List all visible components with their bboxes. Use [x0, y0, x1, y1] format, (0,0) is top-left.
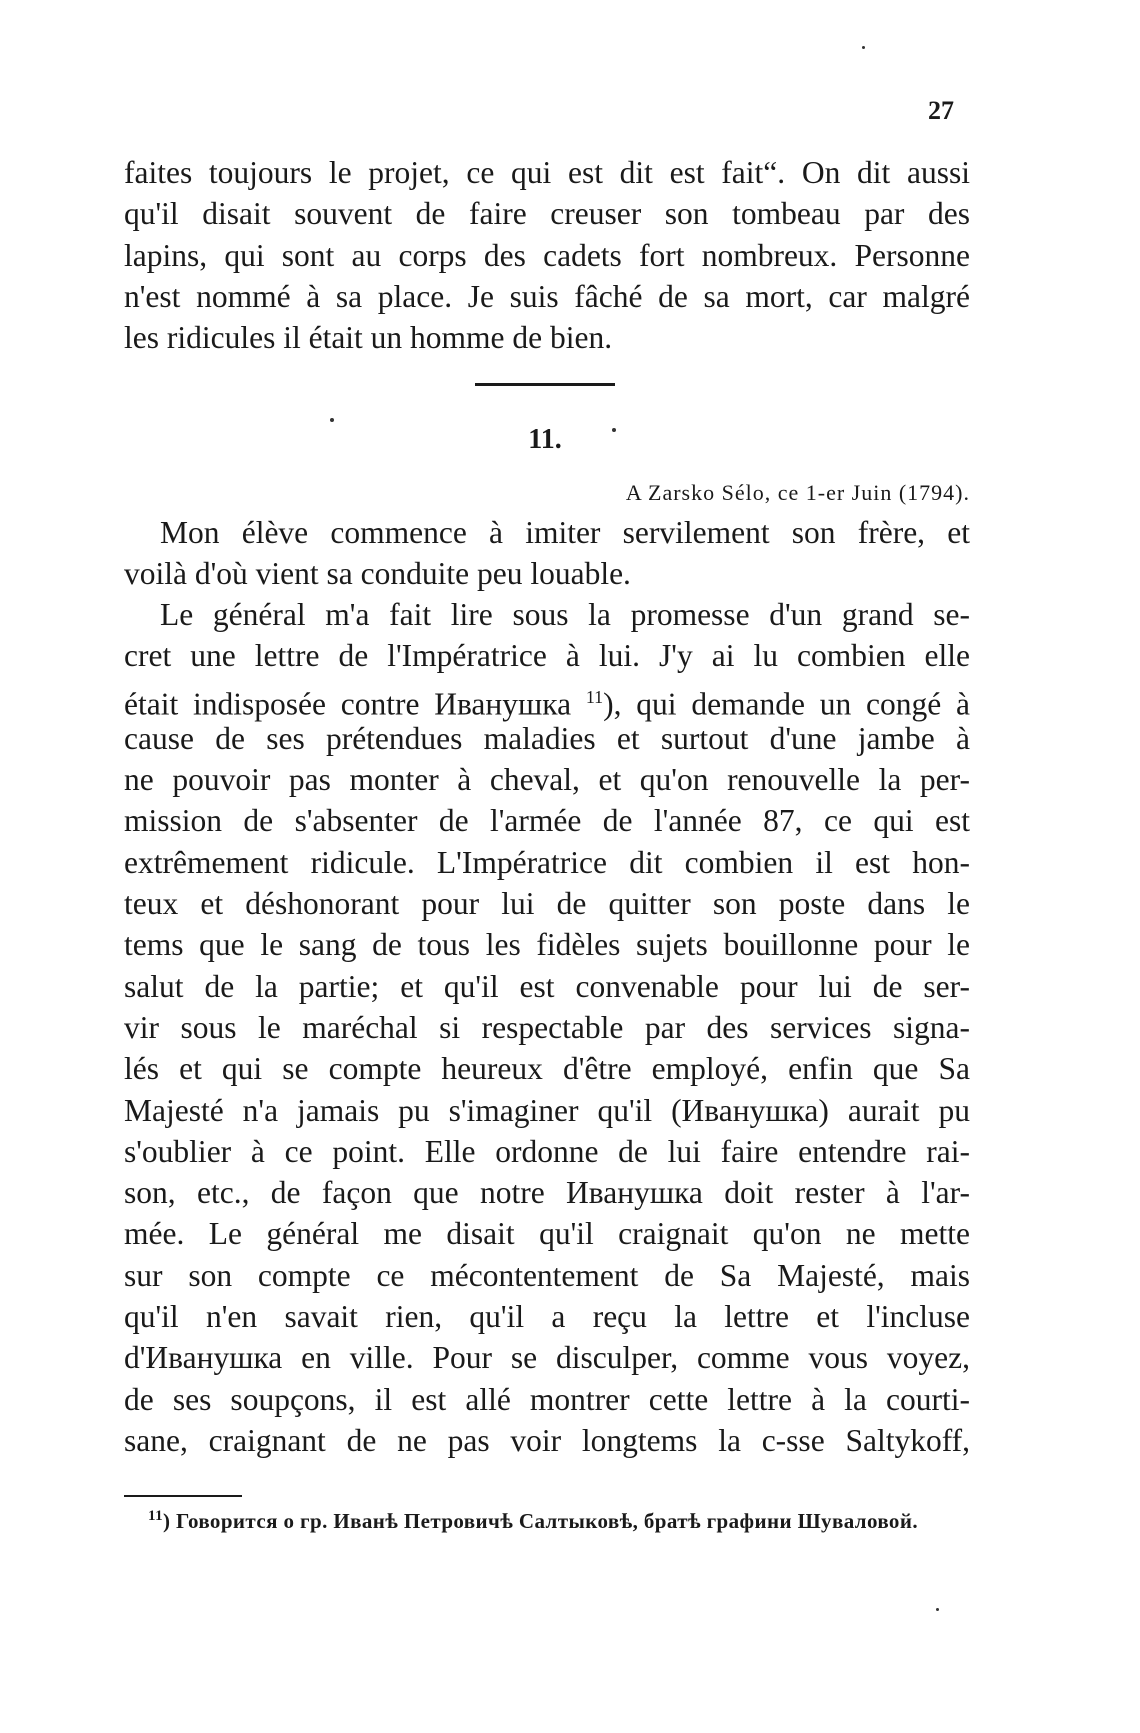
- paragraph-continuation: [124, 152, 970, 358]
- letter-number: 11.: [528, 424, 562, 455]
- text-line: Le général m'a fait lire sous la promesse d'un grand se-: [160, 597, 970, 632]
- footnote-rule: [124, 1495, 242, 1497]
- text-line: faites toujours le projet, ce qui est dit est fait“. On dit aussi: [124, 155, 970, 190]
- page-number: 27: [928, 96, 954, 125]
- text-line: de ses soupçons, il est allé montrer cette lettre à la courti-: [124, 1381, 970, 1417]
- print-speck: [612, 428, 616, 432]
- print-speck: [330, 418, 334, 422]
- text-line: les ridicules il était un homme de bien.: [124, 320, 613, 356]
- letter-paragraph-2: [124, 594, 970, 1461]
- text-segment: était indisposée contre Иванушка: [124, 686, 572, 722]
- text-line: vir sous le maréchal si respectable par des services signa-: [124, 1009, 970, 1045]
- text-line: qu'il disait souvent de faire creuser son tombeau par des: [124, 196, 970, 232]
- footnote-text: ) Говорится о гр. Иванѣ Петровичѣ Салтыковѣ, братѣ графини Шуваловой.: [162, 1509, 918, 1533]
- print-speck: [936, 1608, 939, 1611]
- text-line: ne pouvoir pas monter à cheval, et qu'on renouvelle la per-: [124, 762, 970, 798]
- text-line: son, etc., de façon que notre Иванушка doit rester à l'ar-: [124, 1175, 970, 1211]
- text-line: teux et déshonorant pour lui de quitter son poste dans le: [124, 886, 970, 922]
- text-line: mission de s'absenter de l'armée de l'année 87, ce qui est: [124, 803, 970, 839]
- text-segment: ), qui demande un congé à: [603, 686, 970, 722]
- text-line: lapins, qui sont au corps des cadets fort nombreux. Personne: [124, 237, 970, 273]
- footnote-marker: 11: [148, 1508, 163, 1524]
- text-line: extrêmement ridicule. L'Impératrice dit combien il est hon-: [124, 844, 970, 880]
- print-speck: [862, 46, 865, 49]
- section-separator: [475, 383, 615, 386]
- text-line: lés et qui se compte heureux d'être employé, enfin que Sa: [124, 1051, 970, 1087]
- text-line: cret une lettre de l'Impératrice à lui. J'y ai lu combien elle: [124, 638, 970, 674]
- text-line: n'est nommé à sa place. Je suis fâché de sa mort, car malgré: [124, 278, 970, 314]
- text-line: s'oublier à ce point. Elle ordonne de lui faire entendre rai-: [124, 1133, 970, 1169]
- letter-dateline: A Zarsko Sélo, ce 1-er Juin (1794).: [625, 480, 970, 505]
- text-line: sane, craignant de ne pas voir longtems la c-sse Saltykoff,: [124, 1422, 970, 1458]
- text-line: voilà d'où vient sa conduite peu louable.: [124, 556, 631, 592]
- letter-paragraph-1: [124, 512, 970, 595]
- text-line: tems que le sang de tous les fidèles sujets bouillonne pour le: [124, 927, 970, 963]
- text-line: d'Иванушка en ville. Pour se disculper, comme vous voyez,: [124, 1340, 970, 1376]
- text-line: cause de ses prétendues maladies et surtout d'une jambe à: [124, 720, 970, 756]
- text-line: qu'il n'en savait rien, qu'il a reçu la lettre et l'incluse: [124, 1299, 970, 1335]
- text-line: mée. Le général me disait qu'il craignait qu'on ne mette: [124, 1216, 970, 1252]
- text-line-with-footnote-ref: [124, 677, 970, 722]
- footnote: [148, 1508, 974, 1534]
- text-line: Majesté n'a jamais pu s'imaginer qu'il (Иванушка) aurait pu: [124, 1092, 970, 1128]
- text-line: salut de la partie; et qu'il est convenable pour lui de ser-: [124, 968, 970, 1004]
- footnote-reference[interactable]: 11: [585, 686, 604, 707]
- text-line: sur son compte ce mécontentement de Sa Majesté, mais: [124, 1257, 970, 1293]
- text-line: Mon élève commence à imiter servilement son frère, et: [160, 515, 970, 550]
